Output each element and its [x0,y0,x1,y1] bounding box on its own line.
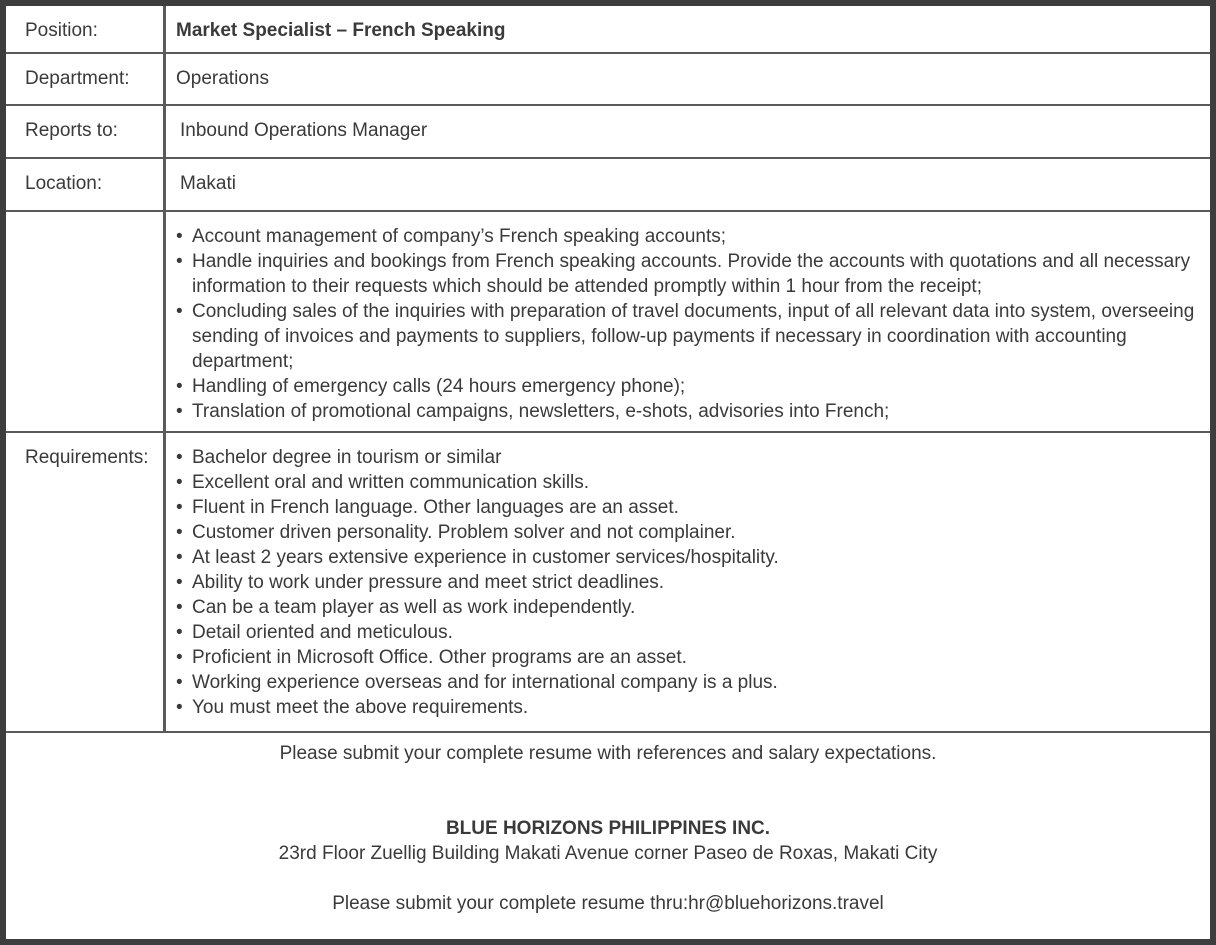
responsibilities-list [174,224,1196,424]
list-item: • Customer driven personality. Problem solver and not complainer. [174,520,1196,545]
submit-note: Please submit your complete resume with references and salary expectations. [279,743,937,764]
reports-to-value: Inbound Operations Manager [180,120,428,141]
requirements-list [174,445,1196,720]
footer [6,739,1210,916]
list-item: • Ability to work under pressure and meet strict deadlines. [174,570,1196,595]
list-item: • Concluding sales of the inquiries with preparation of travel documents, input of all relevant data into system, overseeing sending of invoices and payments to suppliers, follow-up payments if necessary in coordination with accounting department; [174,299,1196,374]
list-item: • At least 2 years extensive experience in customer services/hospitality. [174,545,1196,570]
email-note: Please submit your complete resume thru:hr@bluehorizons.travel [332,893,884,914]
requirements-value [166,433,1210,731]
position-value: Market Specialist – French Speaking [176,20,506,41]
department-value: Operations [176,68,269,89]
company-name: BLUE HORIZONS PHILIPPINES INC. [445,818,771,839]
list-item: • Translation of promotional campaigns, newsletters, e-shots, advisories into French; [174,399,1196,424]
list-item: • Working experience overseas and for international company is a plus. [174,670,1196,695]
responsibilities-value [166,212,1210,431]
position-label: Position: [6,6,166,52]
requirements-row [6,433,1210,733]
position-row [6,6,1210,54]
requirements-label: Requirements: [6,433,166,731]
list-item: • Account management of company’s French speaking accounts; [174,224,1196,249]
list-item: • Handle inquiries and bookings from French speaking accounts. Provide the accounts with quotations and all necessary information to their requests which should be attended promptly within 1 hour from the receipt; [174,249,1196,299]
list-item: • Detail oriented and meticulous. [174,620,1196,645]
location-row [6,159,1210,212]
list-item: • Fluent in French language. Other languages are an asset. [174,495,1196,520]
reports-to-row [6,106,1210,159]
responsibilities-label [6,212,166,431]
list-item: • You must meet the above requirements. [174,695,1196,720]
company-address: 23rd Floor Zuellig Building Makati Avenue corner Paseo de Roxas, Makati City [278,843,938,864]
list-item: • Can be a team player as well as work independently. [174,595,1196,620]
location-value: Makati [180,173,236,194]
department-label: Department: [6,54,166,104]
list-item: • Handling of emergency calls (24 hours emergency phone); [174,374,1196,399]
responsibilities-row [6,212,1210,433]
department-row [6,54,1210,106]
list-item: • Bachelor degree in tourism or similar [174,445,1196,470]
location-label: Location: [6,159,166,210]
list-item: • Proficient in Microsoft Office. Other programs are an asset. [174,645,1196,670]
list-item: • Excellent oral and written communication skills. [174,470,1196,495]
reports-to-label: Reports to: [6,106,166,157]
